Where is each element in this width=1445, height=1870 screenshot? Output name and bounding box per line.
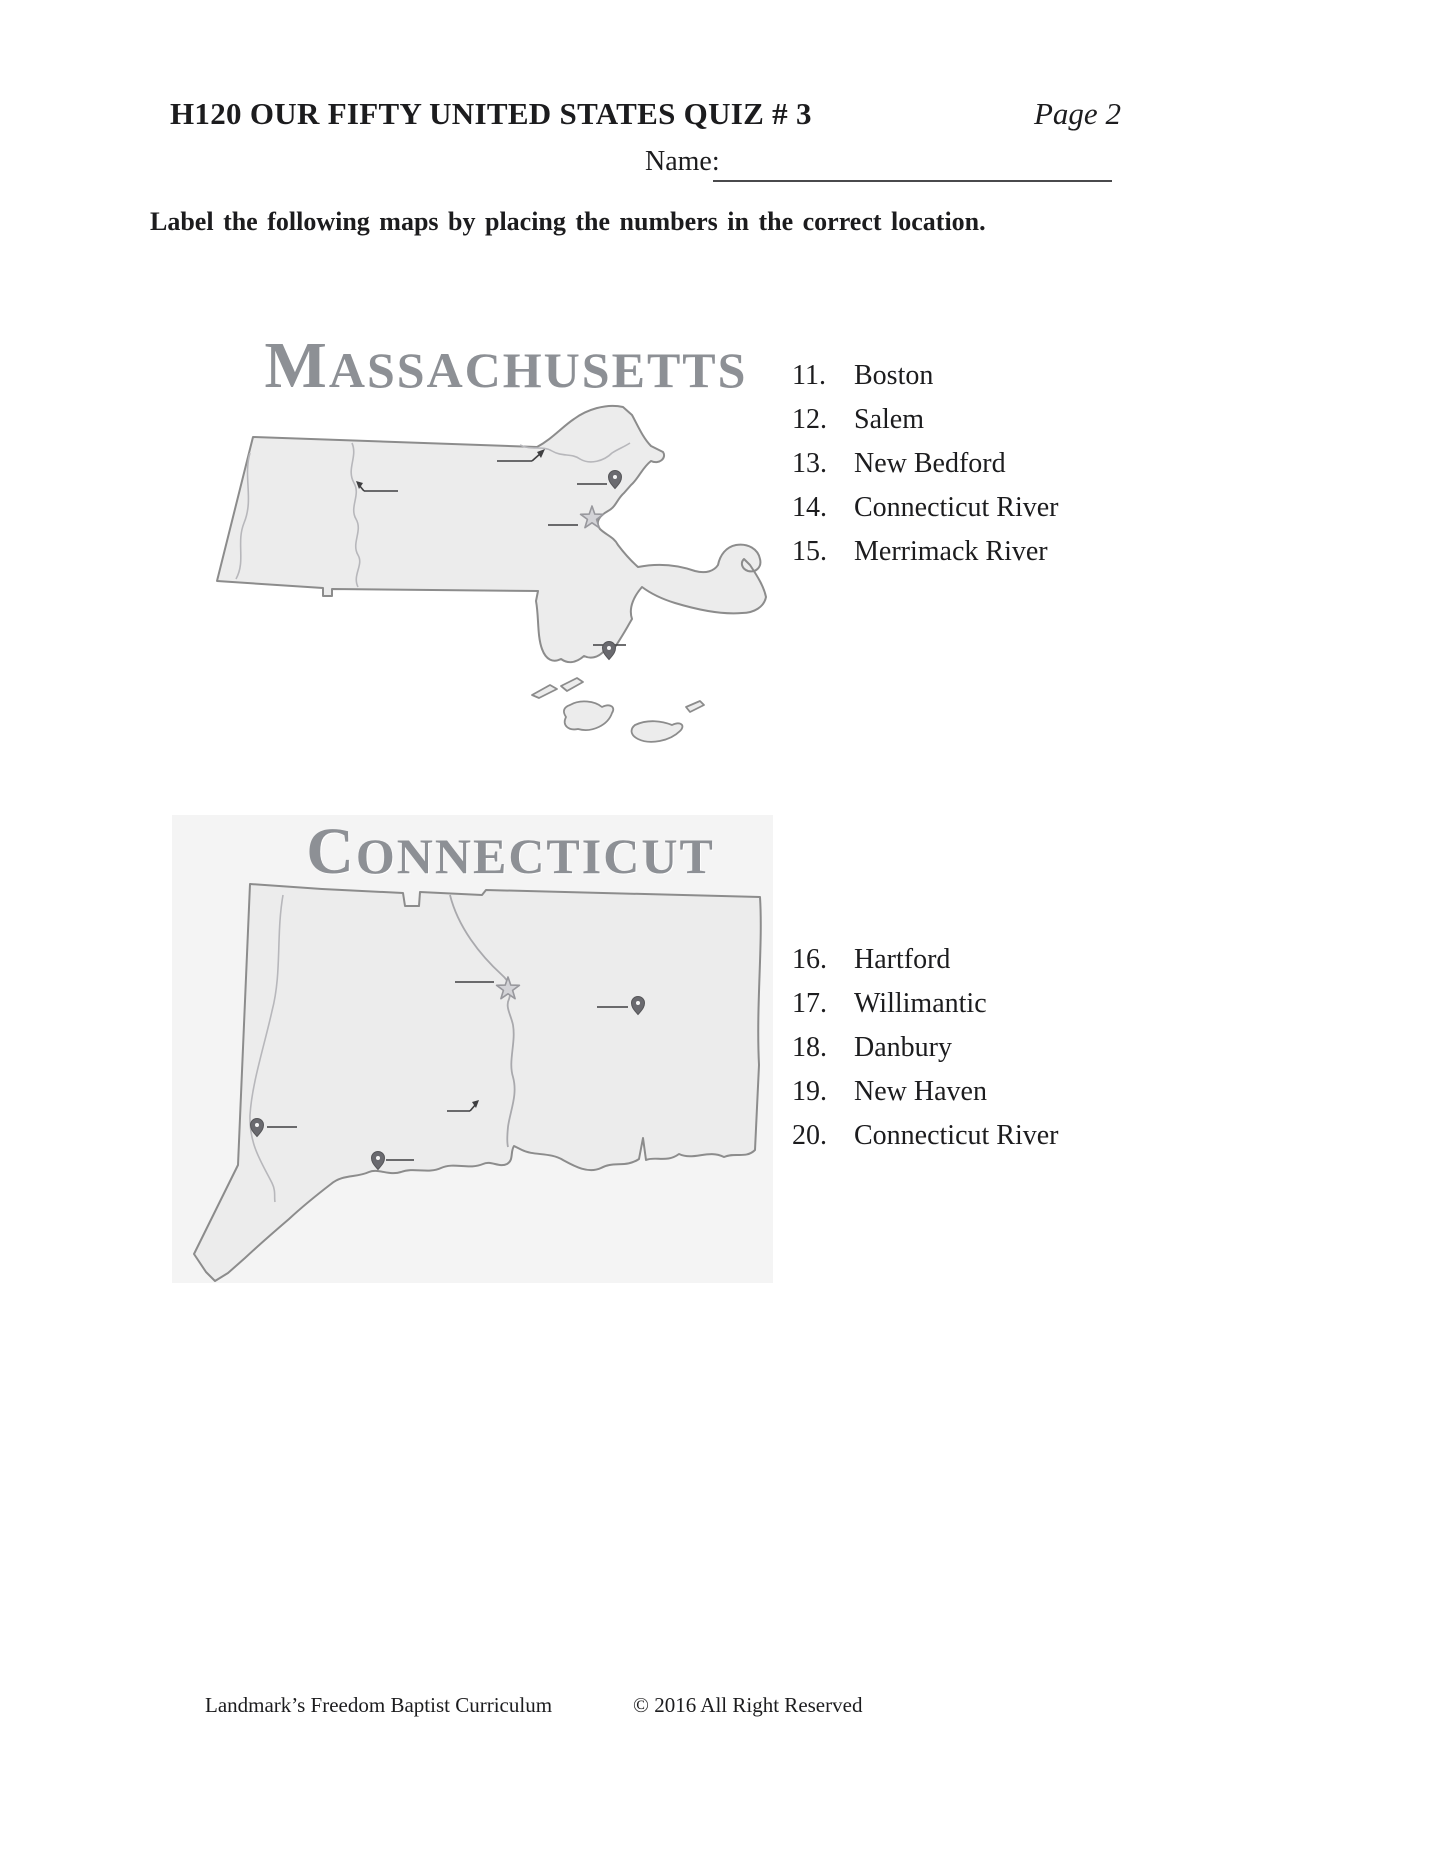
list-item — [792, 944, 950, 976]
item-number: 15. — [792, 536, 827, 567]
massachusetts-state-map — [180, 395, 780, 760]
location-pin-icon — [603, 642, 616, 660]
elizabeth-islands — [561, 678, 583, 691]
item-label: Boston — [854, 360, 934, 391]
massachusetts-outline — [217, 406, 766, 662]
name-label: Name: — [645, 146, 720, 177]
page-number: Page 2 — [1034, 96, 1121, 131]
connecticut-state-map — [172, 815, 773, 1283]
item-number: 20. — [792, 1120, 827, 1151]
item-label: New Haven — [854, 1076, 987, 1107]
list-item — [792, 1120, 1059, 1152]
item-label: Merrimack River — [854, 536, 1048, 567]
list-item — [792, 536, 1048, 568]
list-item — [792, 448, 1006, 480]
list-item — [792, 360, 933, 392]
connecticut-title-rest: ONNECTICUT — [355, 828, 715, 884]
item-label: Connecticut River — [854, 492, 1059, 523]
marthas-vineyard-island — [564, 701, 613, 730]
connecticut-title-initial: C — [306, 815, 356, 888]
item-number: 19. — [792, 1076, 827, 1107]
item-label: Connecticut River — [854, 1120, 1059, 1151]
name-blank-line[interactable] — [713, 150, 1112, 182]
list-item — [792, 492, 1059, 524]
massachusetts-title-initial: M — [264, 329, 329, 402]
footer-copyright-text: © 2016 All Right Reserved — [633, 1693, 863, 1717]
item-label: Hartford — [854, 944, 951, 975]
item-label: Danbury — [854, 1032, 952, 1063]
list-item — [792, 988, 987, 1020]
massachusetts-map-title — [180, 329, 806, 402]
item-number: 13. — [792, 448, 827, 479]
item-label: Salem — [854, 404, 924, 435]
list-item — [792, 1032, 952, 1064]
page-title: H120 OUR FIFTY UNITED STATES QUIZ # 3 — [170, 96, 812, 131]
item-label: New Bedford — [854, 448, 1006, 479]
nantucket-island — [632, 721, 683, 742]
item-number: 12. — [792, 404, 827, 435]
item-number: 11. — [792, 360, 826, 391]
item-number: 17. — [792, 988, 827, 1019]
massachusetts-title-rest: ASSACHUSETTS — [328, 342, 748, 398]
item-number: 18. — [792, 1032, 827, 1063]
item-number: 14. — [792, 492, 827, 523]
small-island — [686, 701, 704, 712]
elizabeth-islands — [532, 685, 557, 698]
item-label: Willimantic — [854, 988, 987, 1019]
list-item — [792, 1076, 987, 1108]
item-number: 16. — [792, 944, 827, 975]
list-item — [792, 404, 924, 436]
footer-curriculum-text: Landmark’s Freedom Baptist Curriculum — [205, 1693, 553, 1717]
instruction-text: Label the following maps by placing the numbers in the correct location. — [150, 207, 986, 236]
